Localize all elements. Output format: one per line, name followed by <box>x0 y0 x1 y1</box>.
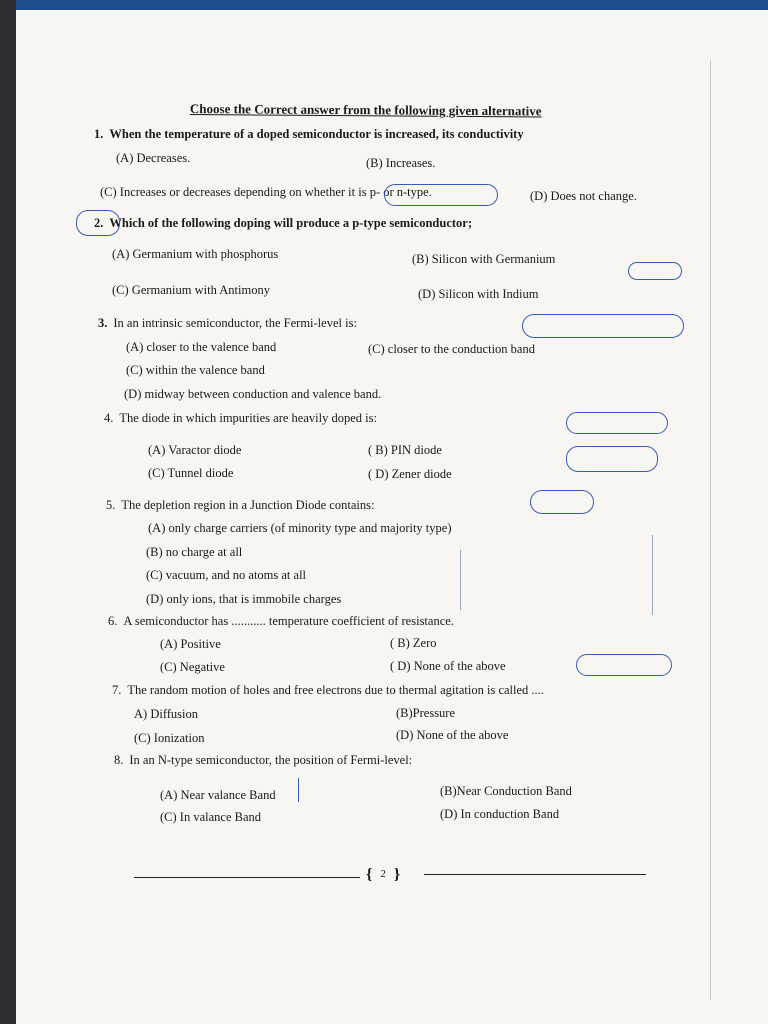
question-number: 4. <box>104 411 114 425</box>
q5-option-a: (A) only charge carriers (of minority type and majority type) <box>148 521 452 535</box>
q1-option-d: (D) Does not change. <box>530 189 637 203</box>
question-circle-mark <box>76 210 120 236</box>
question-text: When the temperature of a doped semiconductor is increased, its conductivity <box>109 127 524 141</box>
question-text: In an intrinsic semiconductor, the Fermi-level is: <box>113 316 357 330</box>
handwritten-note-mark <box>566 446 658 472</box>
q6-option-c: (C) Negative <box>160 660 225 674</box>
bracket-open: { <box>366 866 373 883</box>
q7-option-c: (C) Ionization <box>134 731 205 745</box>
question-number: 2. <box>94 216 104 230</box>
q8-option-a: (A) Near valance Band <box>160 788 276 802</box>
question-1 <box>94 127 524 142</box>
q2-option-d: (D) Silicon with Indium <box>418 287 539 301</box>
right-margin-rule <box>710 60 711 1000</box>
q8-option-b: (B)Near Conduction Band <box>440 784 572 798</box>
bracket-close: } <box>393 866 401 883</box>
question-number: 6. <box>108 614 118 628</box>
pen-stroke <box>298 778 299 802</box>
q8-option-c: (C) In valance Band <box>160 810 262 824</box>
q2-option-c: (C) Germanium with Antimony <box>112 283 270 297</box>
footer-rule-right <box>424 874 646 875</box>
q5-option-b: (B) no charge at all <box>146 545 243 559</box>
question-text: The diode in which impurities are heavily doped is: <box>119 411 377 425</box>
q1-option-a: (A) Decreases. <box>116 151 191 165</box>
question-7 <box>112 683 544 698</box>
question-text: A semiconductor has ........... temperature coefficient of resistance. <box>123 614 454 628</box>
q4-option-d: ( D) Zener diode <box>368 467 452 481</box>
question-3 <box>98 316 357 331</box>
q3-option-a: (A) closer to the valence band <box>126 340 277 354</box>
handwritten-note-mark <box>566 412 668 434</box>
q5-option-d: (D) only ions, that is immobile charges <box>146 592 342 606</box>
q8-option-d: (D) In conduction Band <box>440 807 560 821</box>
question-text: In an N-type semiconductor, the position of Fermi-level: <box>129 753 413 767</box>
page-number-value: 2 <box>380 868 386 880</box>
q3-option-d: (D) midway between conduction and valence band. <box>124 387 382 401</box>
q6-option-a: (A) Positive <box>160 637 221 651</box>
page-number <box>366 866 400 884</box>
question-number: 3. <box>98 316 108 330</box>
q4-option-b: ( B) PIN diode <box>368 443 442 457</box>
q7-option-b: (B)Pressure <box>396 706 456 720</box>
question-4 <box>104 411 377 426</box>
q5-option-c: (C) vacuum, and no atoms at all <box>146 568 307 582</box>
answer-circle-mark <box>384 184 498 206</box>
question-2 <box>94 216 472 231</box>
q1-option-b: (B) Increases. <box>366 156 436 170</box>
question-number: 7. <box>112 683 122 697</box>
q6-option-d: ( D) None of the above <box>390 659 506 673</box>
q2-option-a: (A) Germanium with phosphorus <box>112 247 279 261</box>
question-number: 8. <box>114 753 124 767</box>
handwritten-note-mark <box>530 490 594 514</box>
q2-option-b: (B) Silicon with Germanium <box>412 252 556 266</box>
question-text: Which of the following doping will produce a p-type semiconductor; <box>109 216 473 230</box>
handwritten-note-mark <box>628 262 682 280</box>
q3-option-b: (C) within the valence band <box>126 363 265 377</box>
handwritten-note-mark <box>576 654 672 676</box>
question-text: The depletion region in a Junction Diode contains: <box>121 498 375 512</box>
q3-option-c: (C) closer to the conduction band <box>368 342 535 356</box>
q6-option-b: ( B) Zero <box>390 636 437 650</box>
question-8 <box>114 753 412 768</box>
page-title: Choose the Correct answer from the following given alternative <box>189 101 542 119</box>
q7-option-d: (D) None of the above <box>396 728 509 742</box>
q4-option-c: (C) Tunnel diode <box>148 466 234 480</box>
footer-rule-left <box>134 877 360 878</box>
question-number: 5. <box>106 498 116 512</box>
question-5 <box>106 498 374 513</box>
q4-option-a: (A) Varactor diode <box>148 443 242 457</box>
question-text: The random motion of holes and free electrons due to thermal agitation is called .... <box>127 683 544 697</box>
q7-option-a: A) Diffusion <box>134 707 199 721</box>
question-number: 1. <box>94 127 104 141</box>
question-6 <box>108 614 454 629</box>
pen-stroke <box>460 550 461 610</box>
handwritten-note-mark <box>522 314 684 338</box>
photo-left-edge <box>0 0 16 1024</box>
pen-stroke <box>652 535 653 615</box>
q1-option-c: (C) Increases or decreases depending on whether it is p- or n-type. <box>100 185 432 199</box>
